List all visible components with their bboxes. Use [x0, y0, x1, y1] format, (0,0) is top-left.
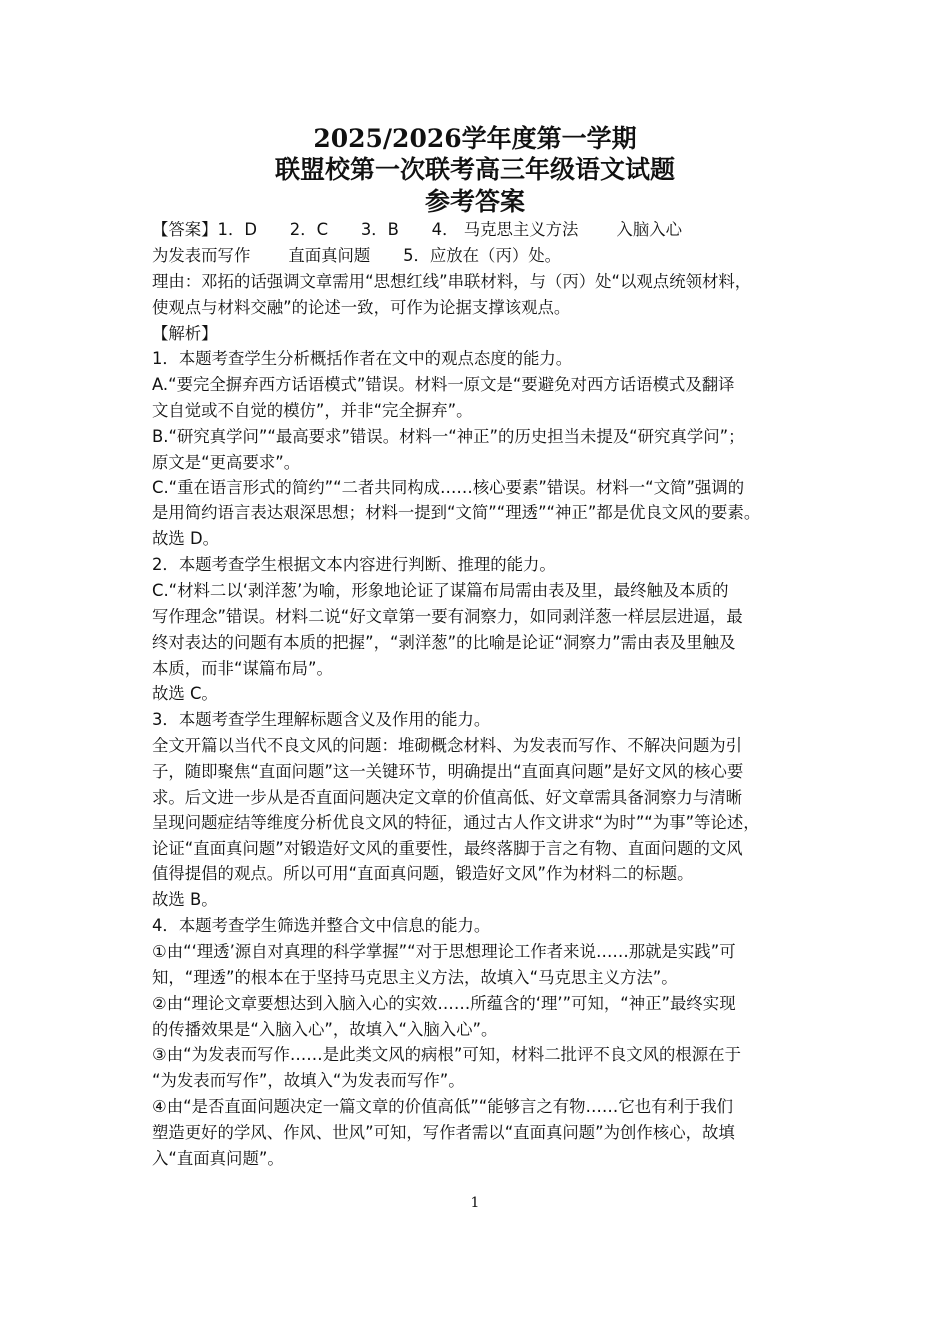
- analysis-line: B.“研究真学问”“最高要求”错误。材料一“神正”的历史担当未提及“研究真学问”；: [152, 427, 745, 446]
- analysis-line: ③由“为发表而写作……是此类文风的病根”可知，材料二批评不良文风的根源在于: [152, 1045, 741, 1064]
- analysis-line: 入“直面真问题”。: [152, 1149, 284, 1168]
- analysis-line: 4．本题考查学生筛选并整合文中信息的能力。: [152, 916, 491, 935]
- analysis-line: 子，随即聚焦“直面问题”这一关键环节，明确提出“直面真问题”是好文风的核心要: [152, 762, 744, 781]
- answer-line-2: 为发表而写作 直面真问题 5．应放在（丙）处。: [152, 246, 562, 265]
- answer-reason-line-2: 使观点与材料交融”的论述一致，可作为论据支撑该观点。: [152, 298, 571, 317]
- analysis-line: 全文开篇以当代不良文风的问题：堆砌概念材料、为发表而写作、不解决问题为引: [152, 736, 743, 755]
- analysis-line: 故选 B。: [152, 890, 218, 909]
- analysis-line: 的传播效果是“入脑入心”，故填入“入脑入心”。: [152, 1020, 498, 1039]
- analysis-heading: 【解析】: [152, 324, 218, 343]
- analysis-line: C.“重在语言形式的简约”“二者共同构成……核心要素”错误。材料一“文简”强调的: [152, 478, 745, 497]
- analysis-line: 故选 C。: [152, 684, 218, 703]
- analysis-line: 终对表达的问题有本质的把握”，“剥洋葱”的比喻是论证“洞察力”需由表及里触及: [152, 633, 736, 652]
- analysis-line: ④由“是否直面问题决定一篇文章的价值高低”“能够言之有物……它也有利于我们: [152, 1097, 734, 1116]
- analysis-line: 论证“直面真问题”对锻造好文风的重要性，最终落脚于言之有物、直面问题的文风: [152, 839, 743, 858]
- analysis-line: 原文是“更高要求”。: [152, 453, 301, 472]
- analysis-line: “为发表而写作”，故填入“为发表而写作”。: [152, 1071, 465, 1090]
- page-title-line1: 2025/2026学年度第一学期: [313, 124, 637, 153]
- analysis-line: C.“材料二以‘剥洋葱’为喻，形象地论证了谋篇布局需由表及里，最终触及本质的: [152, 581, 729, 600]
- analysis-line: ②由“理论文章要想达到入脑入心的实效……所蕴含的‘理’”可知，“神正”最终实现: [152, 994, 736, 1013]
- analysis-line: A.“要完全摒弃西方话语模式”错误。材料一原文是“要避免对西方话语模式及翻译: [152, 375, 735, 394]
- analysis-line: 本质，而非“谋篇布局”。: [152, 659, 333, 678]
- answer-line-1: 【答案】1．D 2．C 3．B 4． 马克思主义方法 入脑入心: [152, 220, 682, 239]
- analysis-line: ①由“‘理透’源自对真理的科学掌握”“对于思想理论工作者来说……那就是实践”可: [152, 942, 736, 961]
- answer-reason-line-1: 理由：邓拓的话强调文章需用“思想红线”串联材料，与（丙）处“以观点统领材料，: [152, 272, 752, 291]
- analysis-line: 是用简约语言表达艰深思想；材料一提到“文简”“理透”“神正”都是优良文风的要素。: [152, 503, 761, 522]
- analysis-line: 文自觉或不自觉的模仿”，并非“完全摒弃”。: [152, 401, 473, 420]
- page-title-line2: 联盟校第一次联考高三年级语文试题: [274, 155, 675, 184]
- analysis-line: 写作理念”错误。材料二说“好文章第一要有洞察力，如同剥洋葱一样层层进逼，最: [152, 607, 743, 626]
- page-title-line3: 参考答案: [424, 187, 525, 216]
- analysis-line: 知，“理透”的根本在于坚持马克思主义方法，故填入“马克思主义方法”。: [152, 968, 678, 987]
- analysis-line: 求。后文进一步从是否直面问题决定文章的价值高低、好文章需具备洞察力与清晰: [152, 788, 743, 807]
- analysis-line: 3．本题考查学生理解标题含义及作用的能力。: [152, 710, 491, 729]
- analysis-line: 值得提倡的观点。所以可用“直面真问题，锻造好文风”作为材料二的标题。: [152, 864, 694, 883]
- analysis-line: 故选 D。: [152, 529, 220, 548]
- analysis-line: 1．本题考查学生分析概括作者在文中的观点态度的能力。: [152, 349, 573, 368]
- analysis-line: 呈现问题症结等维度分析优良文风的特征，通过古人作文讲求“为时”“为事”等论述，: [152, 813, 760, 832]
- page-number: 1: [470, 1195, 480, 1211]
- analysis-line: 塑造更好的学风、作风、世风”可知，写作者需以“直面真问题”为创作核心，故填: [152, 1123, 735, 1142]
- analysis-line: 2．本题考查学生根据文本内容进行判断、推理的能力。: [152, 555, 556, 574]
